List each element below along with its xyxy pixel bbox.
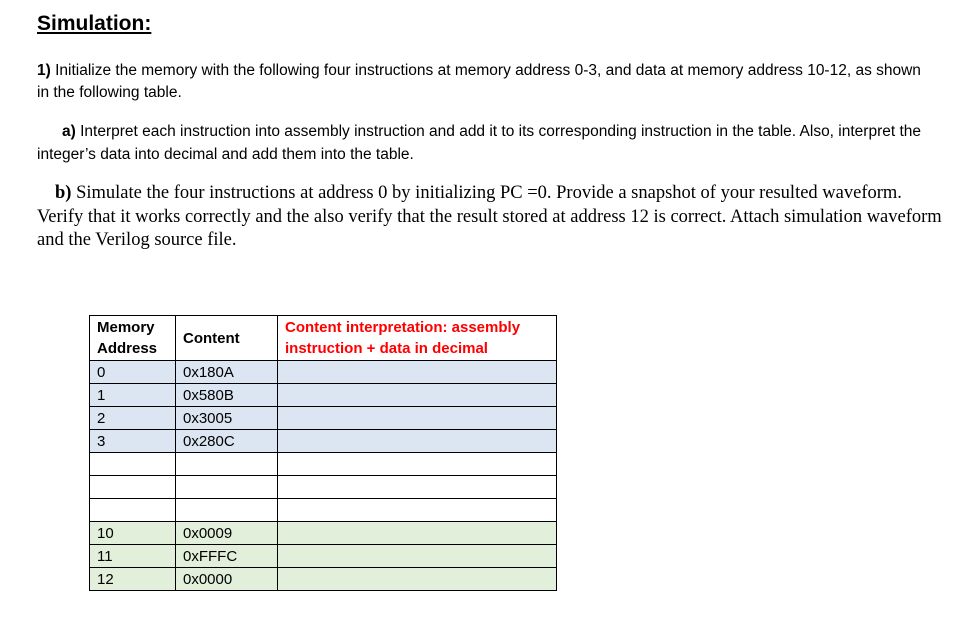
- cell-interpretation[interactable]: [278, 522, 557, 545]
- cell-interpretation[interactable]: [278, 453, 557, 476]
- question-1b: [37, 182, 942, 253]
- cell-address: 1: [90, 384, 176, 407]
- cell-content: 0x180A: [176, 361, 278, 384]
- table-row: [90, 568, 557, 591]
- question-1-label: 1): [37, 62, 51, 79]
- cell-content: 0x580B: [176, 384, 278, 407]
- question-1a-text: Interpret each instruction into assembly instruction and add it to its corresponding instruction in the table. Also, interpret the integer’s data into decimal and add them into the table.: [37, 123, 922, 163]
- header-memory-address: Memory Address: [90, 316, 176, 361]
- table-row: [90, 361, 557, 384]
- cell-content: 0x0000: [176, 568, 278, 591]
- cell-interpretation[interactable]: [278, 430, 557, 453]
- cell-interpretation[interactable]: [278, 476, 557, 499]
- cell-interpretation[interactable]: [278, 384, 557, 407]
- cell-content: [176, 476, 278, 499]
- cell-content: [176, 499, 278, 522]
- cell-address: [90, 476, 176, 499]
- cell-address: 12: [90, 568, 176, 591]
- table-row: [90, 499, 557, 522]
- question-1-text: Initialize the memory with the following four instructions at memory address 0-3, and data at memory address 10-12, as shown in the following table.: [37, 62, 921, 101]
- page-title: Simulation:: [37, 12, 152, 35]
- cell-content: 0x3005: [176, 407, 278, 430]
- memory-table: [89, 315, 557, 591]
- cell-address: 2: [90, 407, 176, 430]
- cell-address: 10: [90, 522, 176, 545]
- table-row: [90, 407, 557, 430]
- table-row: [90, 522, 557, 545]
- question-1a-label: a): [62, 123, 76, 140]
- header-interpretation: Content interpretation: assembly instruction + data in decimal: [278, 316, 557, 361]
- cell-content: 0x280C: [176, 430, 278, 453]
- cell-content: 0x0009: [176, 522, 278, 545]
- header-content: Content: [176, 316, 278, 361]
- table-header-row: [90, 316, 557, 361]
- cell-address: [90, 453, 176, 476]
- table-row: [90, 476, 557, 499]
- table-row: [90, 430, 557, 453]
- cell-address: 3: [90, 430, 176, 453]
- question-1: [37, 60, 937, 104]
- table-row: [90, 453, 557, 476]
- cell-address: [90, 499, 176, 522]
- table-row: [90, 545, 557, 568]
- cell-content: 0xFFFC: [176, 545, 278, 568]
- question-1b-text: Simulate the four instructions at address 0 by initializing PC =0. Provide a snapshot of your resulted waveform. Verify that it works correctly and the also verify that the result stored at address 12 is correct. Attach simulation waveform and the Verilog source file.: [37, 183, 942, 250]
- cell-interpretation[interactable]: [278, 568, 557, 591]
- question-1a: [37, 120, 937, 166]
- question-1b-label: b): [55, 183, 72, 203]
- cell-interpretation[interactable]: [278, 407, 557, 430]
- cell-interpretation[interactable]: [278, 361, 557, 384]
- cell-interpretation[interactable]: [278, 499, 557, 522]
- cell-address: 11: [90, 545, 176, 568]
- cell-interpretation[interactable]: [278, 545, 557, 568]
- cell-address: 0: [90, 361, 176, 384]
- table-row: [90, 384, 557, 407]
- cell-content: [176, 453, 278, 476]
